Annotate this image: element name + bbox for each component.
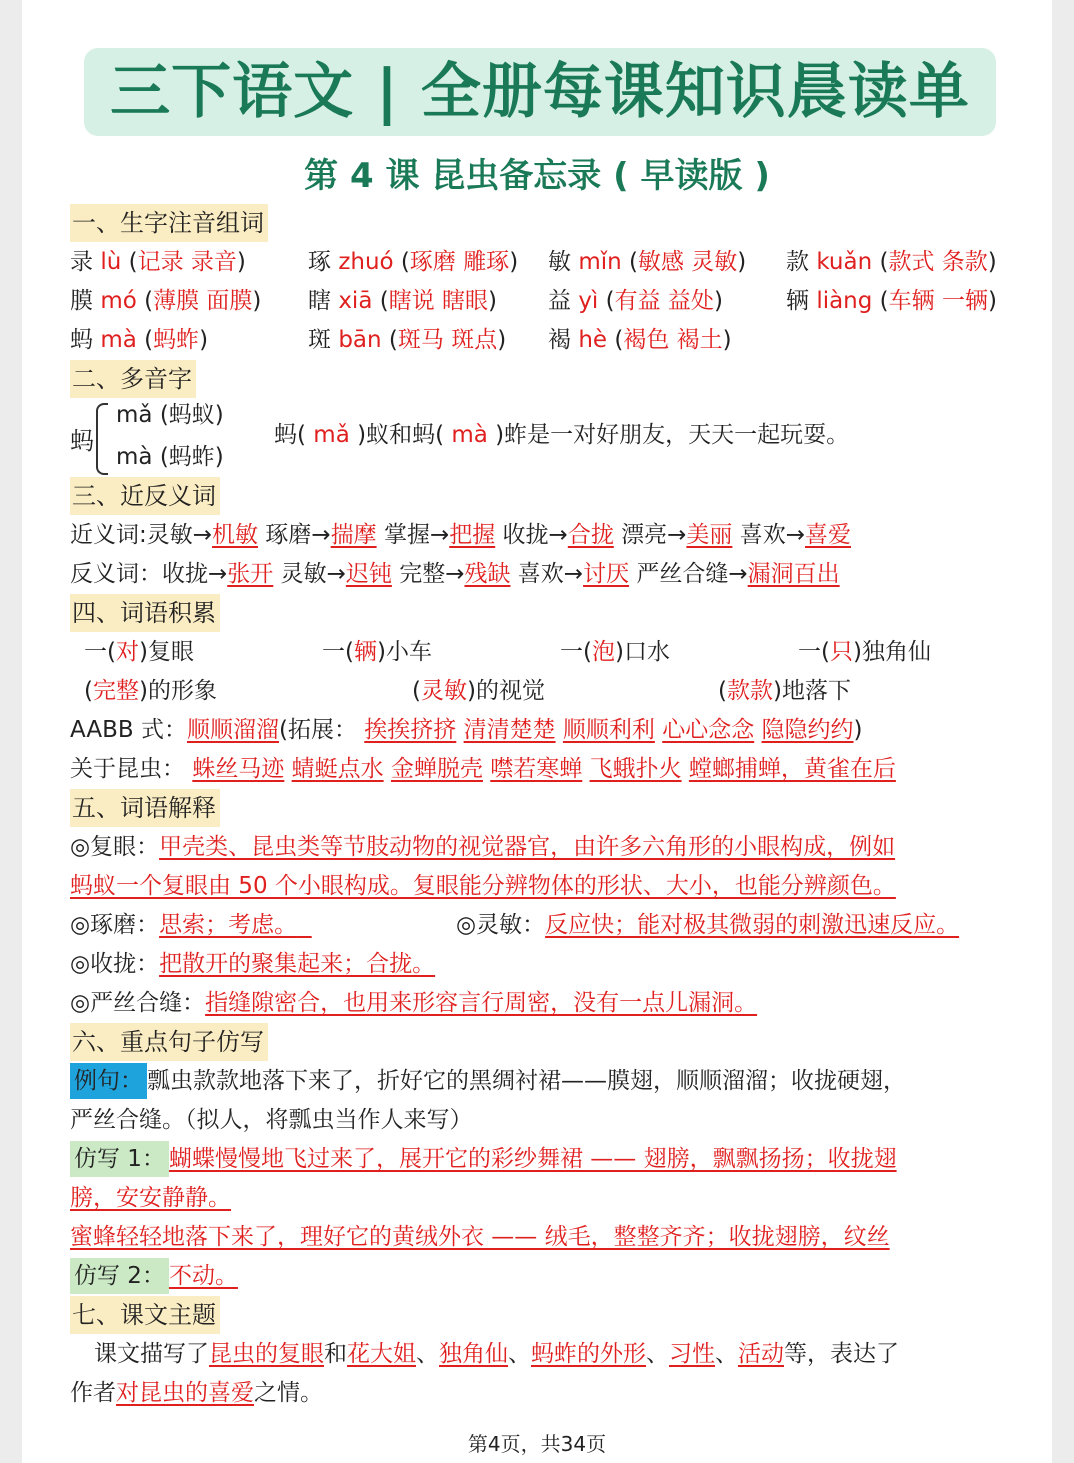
definition-zhuomo-lingmin: ◎琢磨：思索；考虑。 ◎灵敏：反应快；能对极其微弱的刺激迅速反应。 bbox=[70, 912, 960, 938]
antonym-answer: 讨厌 bbox=[583, 561, 630, 587]
insect-idiom: 飞蛾扑火 bbox=[589, 756, 682, 782]
mw-post: )复眼 bbox=[138, 639, 194, 665]
polyphone-sentence: 蚂( mǎ )蚁和蚂( mà )蚱是一对好朋友，天天一起玩耍。 bbox=[274, 422, 850, 448]
synonym-word: 喜欢→ bbox=[739, 522, 805, 548]
char-pinyin: yì bbox=[578, 288, 599, 314]
adjective-item bbox=[412, 672, 545, 711]
antonym-word: 严丝合缝→ bbox=[636, 561, 748, 587]
section-heading-1: 一、生字注音组词 bbox=[70, 204, 268, 242]
char-pinyin: mà bbox=[100, 327, 137, 353]
char-paren-open: ( bbox=[872, 249, 889, 275]
definition-shoulong: ◎收拢：把散开的聚集起来；合拢。 bbox=[70, 951, 436, 977]
char-entry bbox=[548, 243, 746, 282]
char-paren-close: ) bbox=[713, 288, 723, 314]
brace-icon bbox=[96, 403, 108, 475]
char-words: 有益 益处 bbox=[614, 288, 714, 314]
aabb-example: 挨挨挤挤 bbox=[364, 717, 457, 743]
char-glyph: 辆 bbox=[786, 288, 809, 314]
page-title: 三下语文 | 全册每课知识晨读单 bbox=[110, 57, 970, 127]
adj-answer: 完整 bbox=[92, 678, 139, 704]
aabb-example: 隐隐约约 bbox=[761, 717, 854, 743]
mw-pre: 一( bbox=[560, 639, 592, 665]
adj-post: )的形象 bbox=[138, 678, 217, 704]
adj-pre: ( bbox=[412, 678, 421, 704]
content bbox=[70, 204, 1030, 1413]
imitation-tag-2: 仿写 2： bbox=[70, 1258, 169, 1294]
antonym-word: 喜欢→ bbox=[517, 561, 584, 587]
char-row bbox=[70, 243, 1030, 282]
char-glyph: 斑 bbox=[308, 327, 331, 353]
char-glyph: 益 bbox=[548, 288, 571, 314]
char-entry bbox=[308, 321, 506, 360]
char-paren-open: ( bbox=[372, 288, 389, 314]
synonym-word: 漂亮→ bbox=[621, 522, 687, 548]
char-words: 蚂蚱 bbox=[153, 327, 200, 353]
adj-pre: ( bbox=[718, 678, 727, 704]
char-words: 款式 条款 bbox=[888, 249, 988, 275]
mw-post: )小车 bbox=[376, 639, 432, 665]
char-entry bbox=[548, 282, 723, 321]
mw-answer: 对 bbox=[115, 639, 139, 665]
example-sentence: 例句： 瓢虫款款地落下来了，折好它的黑绸衬裙——膜翅，顺顺溜溜；收拢硬翅， bbox=[70, 1062, 1030, 1101]
aabb-row: AABB 式：顺顺溜溜(拓展： 挨挨挤挤 清清楚楚 顺顺利利 心心念念 隐隐约约) bbox=[70, 717, 863, 743]
synonym-word: 琢磨→ bbox=[265, 522, 331, 548]
aabb-example: 心心念念 bbox=[662, 717, 755, 743]
synonym-answer: 合拢 bbox=[567, 522, 614, 548]
synonym-answer: 机敏 bbox=[212, 522, 259, 548]
antonym-answer: 漏洞百出 bbox=[747, 561, 840, 587]
char-paren-close: ) bbox=[722, 327, 732, 353]
polyphone-char: 蚂 bbox=[70, 427, 94, 455]
definition-yansihefeng: ◎严丝合缝：指缝隙密合，也用来形容言行周密，没有一点儿漏洞。 bbox=[70, 990, 758, 1016]
antonym-answer: 张开 bbox=[227, 561, 274, 587]
synonym-word: 收拢→ bbox=[502, 522, 568, 548]
char-words: 薄膜 面膜 bbox=[153, 288, 253, 314]
imitation-1: 仿写 1： 蝴蝶慢慢地飞过来了，展开它的彩纱舞裙 —— 翅膀，飘飘扬扬；收拢翅 bbox=[70, 1140, 1030, 1179]
char-paren-close: ) bbox=[987, 249, 997, 275]
insect-idiom: 噤若寒蝉 bbox=[490, 756, 583, 782]
insect-idiom: 螳螂捕蝉，黄雀在后 bbox=[688, 756, 896, 782]
char-row bbox=[70, 321, 1030, 360]
char-glyph: 膜 bbox=[70, 288, 93, 314]
mw-pre: 一( bbox=[798, 639, 830, 665]
imitation-2-text: 蜜蜂轻轻地落下来了，理好它的黄绒外衣 —— 绒毛，整整齐齐；收拢翅膀，纹丝 bbox=[70, 1224, 890, 1250]
polyphone-block bbox=[70, 399, 1030, 477]
measure-word-item bbox=[798, 633, 931, 672]
theme-line-2: 作者对昆虫的喜爱之情。 bbox=[70, 1380, 323, 1406]
adj-post: )地落下 bbox=[772, 678, 851, 704]
char-pinyin: lù bbox=[100, 249, 122, 275]
insect-idiom: 蜻蜓点水 bbox=[291, 756, 384, 782]
insect-idiom-row: 关于昆虫： 蛛丝马迹 蜻蜓点水 金蝉脱壳 噤若寒蝉 飞蛾扑火 螳螂捕蝉，黄雀在后 bbox=[70, 756, 896, 782]
char-paren-close: ) bbox=[488, 288, 498, 314]
synonym-answer: 揣摩 bbox=[330, 522, 377, 548]
char-words: 琢磨 雕琢 bbox=[409, 249, 510, 275]
mw-post: )口水 bbox=[614, 639, 670, 665]
char-paren-open: ( bbox=[381, 327, 398, 353]
section-heading-2: 二、多音字 bbox=[70, 360, 196, 398]
char-glyph: 褐 bbox=[548, 327, 571, 353]
measure-word-row bbox=[70, 633, 1030, 672]
char-glyph: 录 bbox=[70, 249, 93, 275]
antonym-answer: 残缺 bbox=[464, 561, 511, 587]
char-pinyin: bān bbox=[338, 327, 382, 353]
mw-pre: 一( bbox=[84, 639, 116, 665]
section-heading-4: 四、词语积累 bbox=[70, 594, 220, 632]
char-pinyin: kuǎn bbox=[816, 249, 873, 275]
insect-idiom: 蛛丝马迹 bbox=[192, 756, 285, 782]
definition-fuyan: ◎复眼：甲壳类、昆虫类等节肢动物的视觉器官，由许多六角形的小眼构成，例如 bbox=[70, 834, 896, 860]
synonym-word: 掌握→ bbox=[383, 522, 450, 548]
theme-line-1: 课文描写了昆虫的复眼和花大姐、独角仙、蚂蚱的外形、习性、活动等，表达了 bbox=[94, 1341, 899, 1367]
title-banner bbox=[84, 48, 996, 136]
imitation-tag-1: 仿写 1： bbox=[70, 1141, 169, 1177]
char-paren-open: ( bbox=[872, 288, 889, 314]
polyphone-reading-2: mà (蚂蚱) bbox=[116, 444, 224, 470]
definition-fuyan-cont: 蚂蚁一个复眼由 50 个小眼构成。复眼能分辨物体的形状、大小，也能分辨颜色。 bbox=[70, 873, 896, 899]
mw-answer: 泡 bbox=[591, 639, 615, 665]
char-pinyin: mǐn bbox=[578, 249, 622, 275]
antonym-answer: 迟钝 bbox=[345, 561, 392, 587]
example-tag: 例句： bbox=[70, 1063, 147, 1099]
imitation-2: 仿写 2： 不动。 bbox=[70, 1257, 1030, 1296]
char-pinyin: xiā bbox=[338, 288, 373, 314]
mw-pre: 一( bbox=[322, 639, 354, 665]
antonym-word: 收拢→ bbox=[162, 561, 228, 587]
char-paren-close: ) bbox=[987, 288, 997, 314]
char-paren-close: ) bbox=[252, 288, 262, 314]
antonym-word: 完整→ bbox=[399, 561, 465, 587]
section-heading-6: 六、重点句子仿写 bbox=[70, 1023, 268, 1061]
char-entry bbox=[70, 321, 208, 360]
char-glyph: 琢 bbox=[308, 249, 331, 275]
char-paren-open: ( bbox=[136, 327, 154, 353]
adj-answer: 灵敏 bbox=[420, 678, 467, 704]
synonym-row: 近义词:灵敏→机敏 琢磨→揣摩 掌握→把握 收拢→合拢 漂亮→美丽 喜欢→喜爱 bbox=[70, 522, 851, 548]
adj-answer: 款款 bbox=[726, 678, 773, 704]
measure-word-item bbox=[322, 633, 432, 672]
char-paren-close: ) bbox=[199, 327, 209, 353]
insect-idiom: 金蝉脱壳 bbox=[390, 756, 483, 782]
lesson-subtitle: 第 4 课 昆虫备忘录 ( 早读版 ) bbox=[304, 156, 770, 196]
char-paren-close: ) bbox=[737, 249, 747, 275]
page-footer: 第4页，共34页 bbox=[467, 1432, 607, 1456]
char-entry bbox=[786, 243, 997, 282]
aabb-example: 清清楚楚 bbox=[463, 717, 556, 743]
antonym-row: 反义词：收拢→张开 灵敏→迟钝 完整→残缺 喜欢→讨厌 严丝合缝→漏洞百出 bbox=[70, 561, 840, 587]
char-glyph: 蚂 bbox=[70, 327, 93, 353]
char-glyph: 款 bbox=[786, 249, 809, 275]
antonym-word: 灵敏→ bbox=[280, 561, 346, 587]
mw-post: )独角仙 bbox=[852, 639, 931, 665]
measure-word-item bbox=[560, 633, 670, 672]
char-words: 记录 录音 bbox=[137, 249, 237, 275]
char-paren-open: ( bbox=[607, 327, 624, 353]
adjective-item bbox=[84, 672, 217, 711]
char-paren-open: ( bbox=[121, 249, 138, 275]
section-heading-3: 三、近反义词 bbox=[70, 477, 220, 515]
char-words: 车辆 一辆 bbox=[888, 288, 988, 314]
aabb-example: 顺顺利利 bbox=[562, 717, 655, 743]
adjective-item bbox=[718, 672, 851, 711]
char-entry bbox=[786, 282, 997, 321]
adjective-row bbox=[70, 672, 1030, 711]
char-words: 瞎说 瞎眼 bbox=[388, 288, 489, 314]
char-words: 褐色 褐土 bbox=[623, 327, 723, 353]
char-paren-close: ) bbox=[497, 327, 507, 353]
char-pinyin: mó bbox=[100, 288, 137, 314]
char-pinyin: zhuó bbox=[338, 249, 394, 275]
char-row bbox=[70, 282, 1030, 321]
mw-answer: 只 bbox=[829, 639, 853, 665]
char-paren-open: ( bbox=[621, 249, 638, 275]
synonym-answer: 美丽 bbox=[686, 522, 733, 548]
polyphone-reading-1: mǎ (蚂蚁) bbox=[116, 402, 224, 428]
char-pinyin: hè bbox=[578, 327, 608, 353]
char-paren-open: ( bbox=[393, 249, 410, 275]
adj-pre: ( bbox=[84, 678, 93, 704]
char-pinyin: liàng bbox=[816, 288, 873, 314]
char-words: 敏感 灵敏 bbox=[637, 249, 738, 275]
section-heading-5: 五、词语解释 bbox=[70, 789, 220, 827]
char-glyph: 敏 bbox=[548, 249, 571, 275]
char-paren-open: ( bbox=[598, 288, 615, 314]
adj-post: )的视觉 bbox=[466, 678, 545, 704]
aabb-close: ) bbox=[853, 717, 863, 743]
char-glyph: 瞎 bbox=[308, 288, 331, 314]
measure-word-item bbox=[84, 633, 194, 672]
char-words: 斑马 斑点 bbox=[397, 327, 498, 353]
synonym-answer: 喜爱 bbox=[805, 522, 851, 548]
char-entry bbox=[70, 282, 261, 321]
char-entry bbox=[70, 243, 246, 282]
char-entry bbox=[308, 282, 497, 321]
page bbox=[22, 0, 1052, 1463]
imitation-1-cont: 膀，安安静静。 bbox=[70, 1185, 231, 1211]
synonym-answer: 把握 bbox=[449, 522, 496, 548]
char-paren-close: ) bbox=[236, 249, 246, 275]
mw-answer: 辆 bbox=[353, 639, 377, 665]
char-paren-open: ( bbox=[136, 288, 154, 314]
section-heading-7: 七、课文主题 bbox=[70, 1296, 220, 1334]
char-entry bbox=[308, 243, 518, 282]
synonym-word: 灵敏→ bbox=[146, 522, 213, 548]
char-entry bbox=[548, 321, 732, 360]
example-sentence-cont: 严丝合缝。（拟人，将瓢虫当作人来写） bbox=[70, 1107, 473, 1133]
char-paren-close: ) bbox=[509, 249, 519, 275]
